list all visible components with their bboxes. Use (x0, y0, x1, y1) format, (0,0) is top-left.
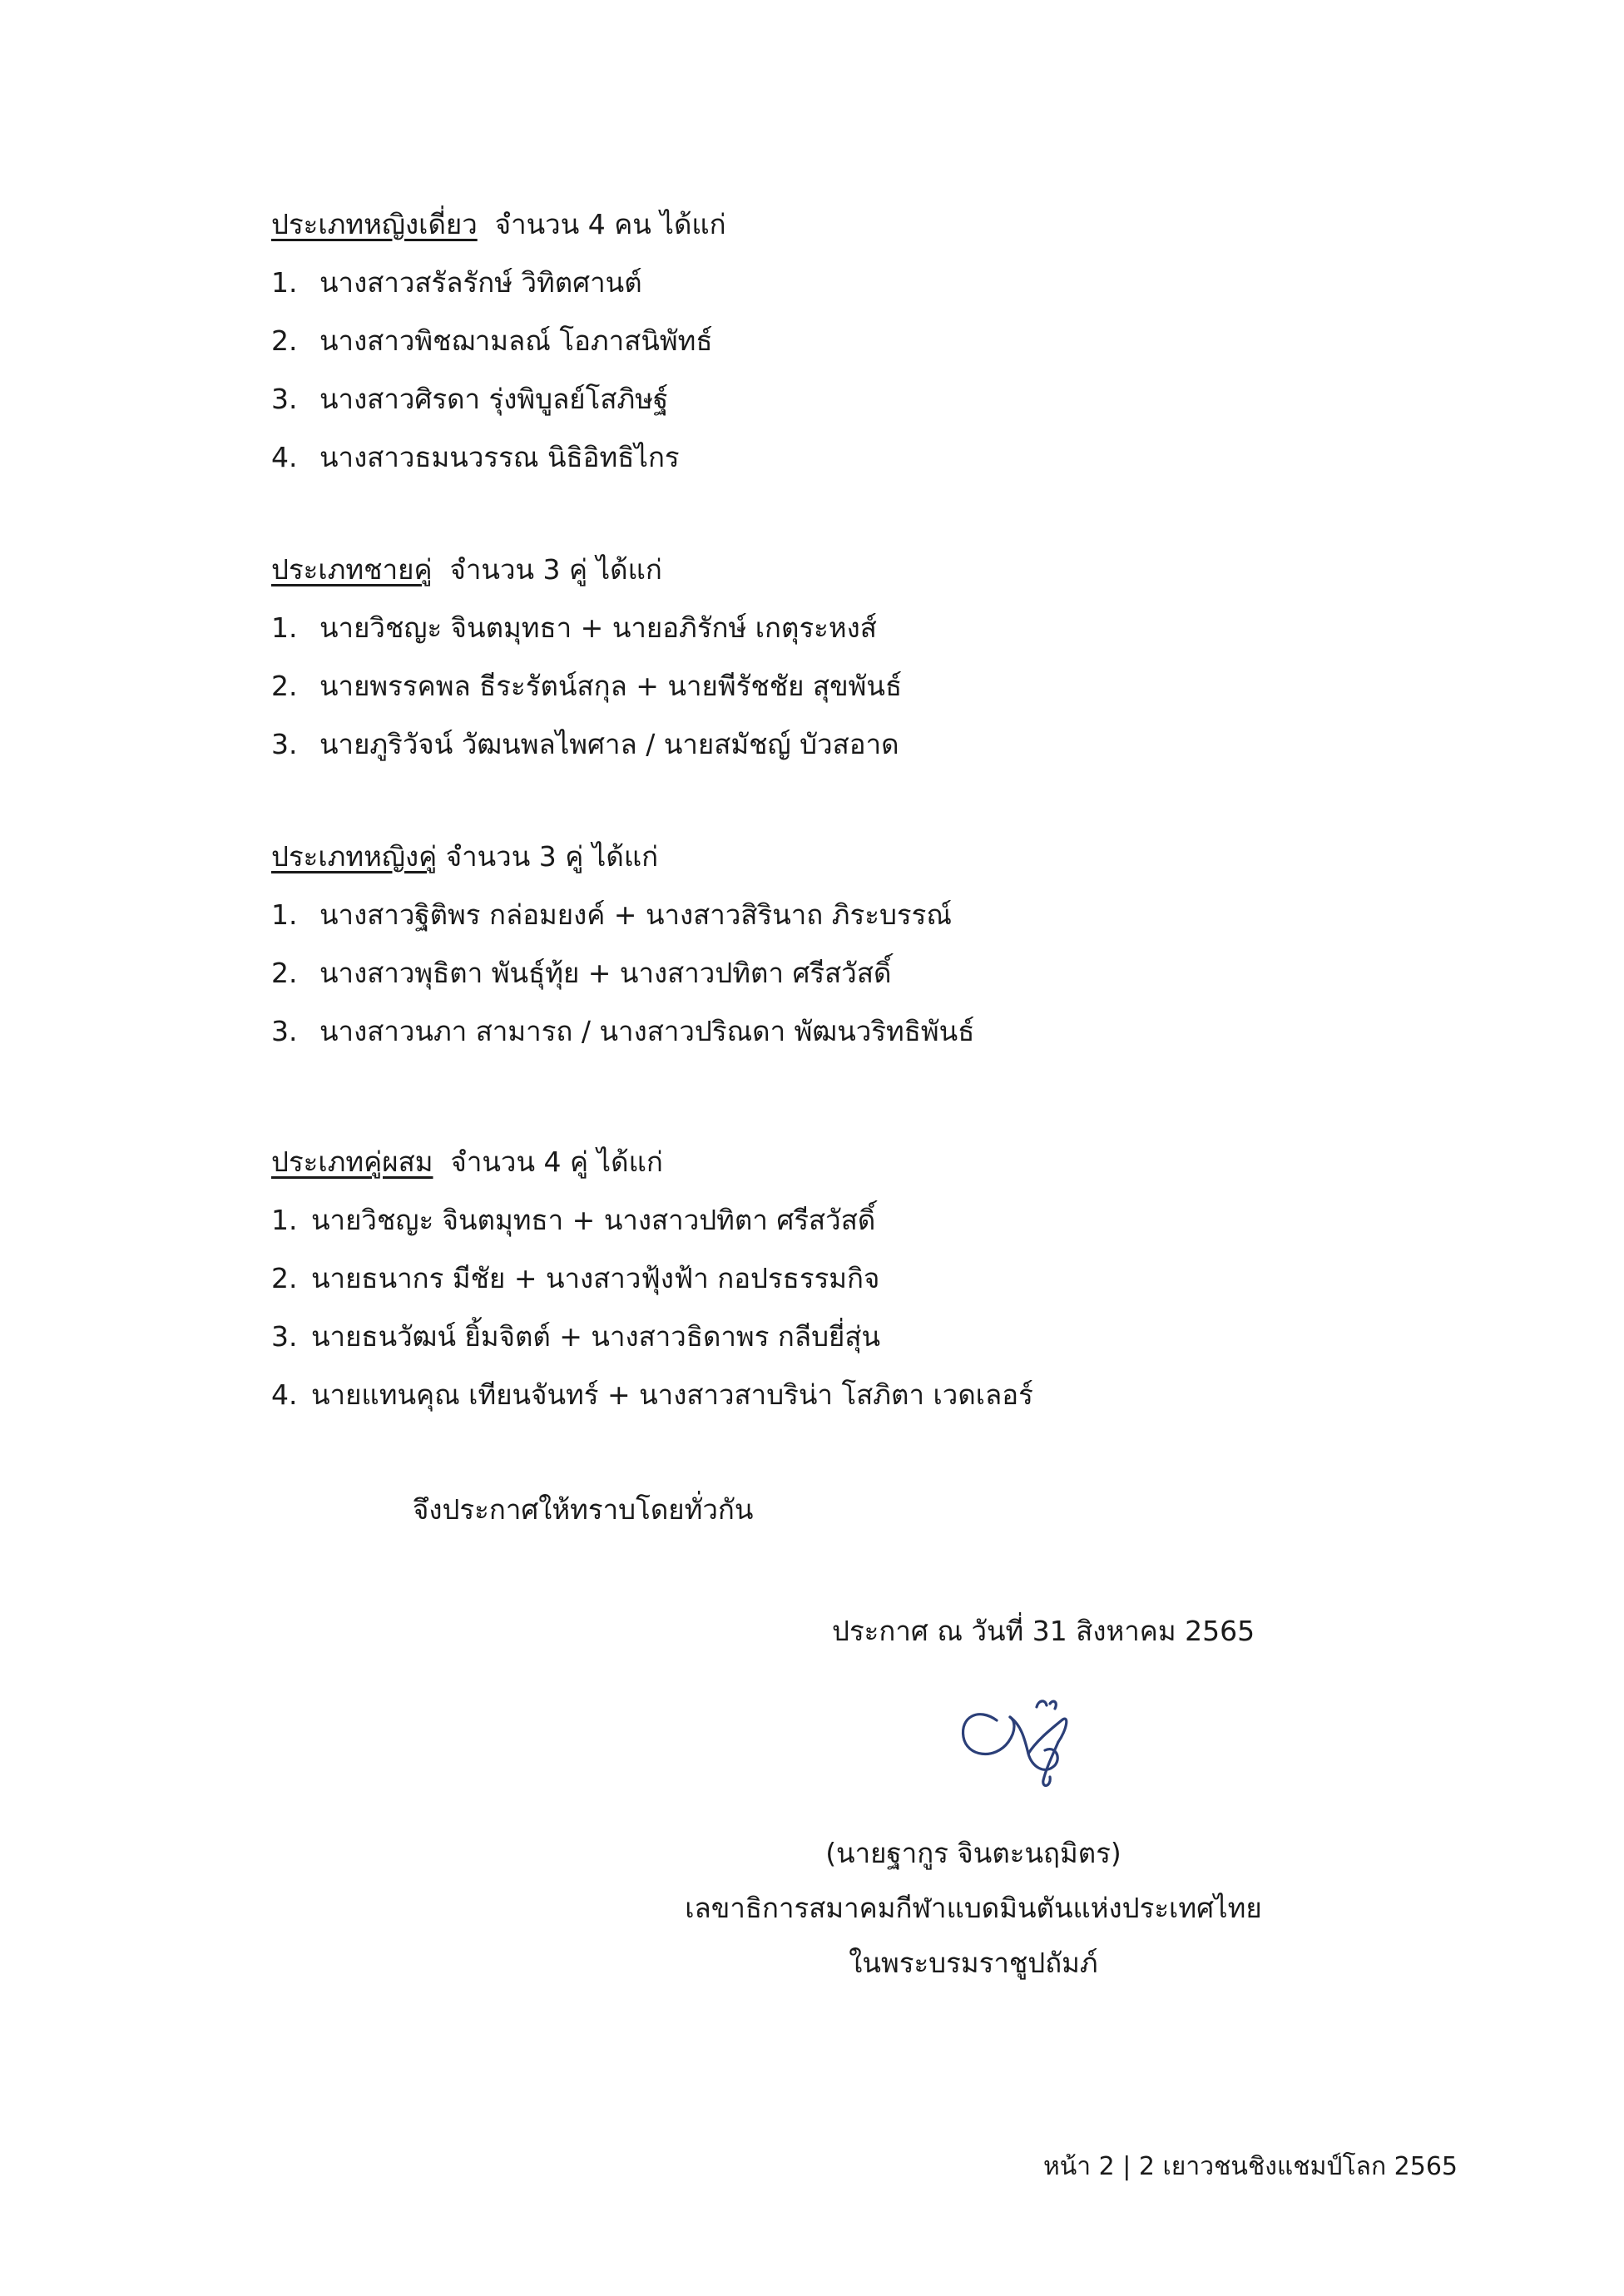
section-count: จำนวน 4 คู่ ได้แก่ (450, 1146, 663, 1178)
womens-singles-section (271, 195, 1436, 487)
list-number: 1. (271, 898, 298, 931)
player-pair: นายวิชญะ จินตมุทธา + นางสาวปทิตา ศรีสวัสดิ์ (311, 1204, 876, 1236)
signature-image (945, 1674, 1112, 1790)
list-number: 2. (271, 670, 298, 702)
section-count: จำนวน 3 คู่ ได้แก่ (445, 840, 659, 873)
list-item (271, 312, 1436, 370)
section-heading (271, 541, 1436, 599)
list-number: 1. (271, 266, 298, 299)
list-number: 4. (271, 1378, 298, 1411)
list-number: 3. (271, 1320, 298, 1353)
player-pair: นายแทนคุณ เทียนจันทร์ + นางสาวสาบริน่า โสภิตา เวดเลอร์ (311, 1378, 1033, 1411)
mixed-doubles-section (271, 1133, 1436, 1424)
player-name: นางสาวธมนวรรณ นิธิอิทธิไกร (319, 441, 680, 473)
list-number: 3. (271, 383, 298, 415)
section-heading-label: ประเภทคู่ผสม (271, 1146, 433, 1178)
closing-statement: จึงประกาศให้ทราบโดยทั่วกัน (413, 1493, 754, 1526)
list-item (271, 428, 1436, 487)
list-item (271, 715, 1436, 774)
section-heading-label: ประเภทชายคู่ (271, 553, 433, 586)
section-heading-label: ประเภทหญิงเดี่ยว (271, 208, 478, 240)
list-number: 2. (271, 324, 298, 357)
player-name: นางสาวพิชฌามลณ์ โอภาสนิพัทธ์ (319, 324, 713, 357)
player-name: นางสาวสรัลรักษ์ วิทิตศานต์ (319, 266, 642, 299)
list-item (271, 370, 1436, 428)
announcement-date: ประกาศ ณ วันที่ 31 สิงหาคม 2565 (832, 1615, 1255, 1647)
player-pair: นางสาวฐิติพร กล่อมยงค์ + นางสาวสิรินาถ ภิระบรรณ์ (319, 898, 952, 931)
section-heading-label: ประเภทหญิงคู่ (271, 840, 438, 873)
player-pair: นายวิชญะ จินตมุทธา + นายอภิรักษ์ เกตุระหงส์ (319, 611, 877, 644)
player-pair: นายพรรคพล ธีระรัตน์สกุล + นายพีรัชชัย สุขพันธ์ (319, 670, 903, 702)
list-item (271, 599, 1436, 657)
list-item (271, 1308, 1436, 1366)
section-heading (271, 195, 1436, 254)
list-number: 1. (271, 1204, 298, 1236)
player-pair: นายธนวัฒน์ ยิ้มจิตต์ + นางสาวธิดาพร กลีบยี่สุ่น (311, 1320, 881, 1353)
player-pair: นายภูริวัจน์ วัฒนพลไพศาล / นายสมัชญ์ บัวสอาด (319, 728, 899, 760)
list-number: 3. (271, 1015, 298, 1047)
page-footer: หน้า 2 | 2 เยาวชนชิงแชมป์โลก 2565 (1042, 2152, 1458, 2181)
list-number: 1. (271, 611, 298, 644)
signer-title: เลขาธิการสมาคมกีฬาแบดมินตันแห่งประเทศไทย (685, 1892, 1262, 1924)
player-pair: นางสาวนภา สามารถ / นางสาวปริณดา พัฒนวริทธิพันธ์ (319, 1015, 975, 1047)
section-count: จำนวน 3 คู่ ได้แก่ (449, 553, 662, 586)
womens-doubles-section (271, 828, 1436, 1061)
list-item (271, 657, 1436, 715)
list-number: 3. (271, 728, 298, 760)
player-pair: นายธนากร มีชัย + นางสาวฟุ้งฟ้า กอปรธรรมกิจ (311, 1262, 880, 1294)
section-count: จำนวน 4 คน ได้แก่ (494, 208, 726, 240)
player-pair: นางสาวพุธิตา พันธุ์ทุ้ย + นางสาวปทิตา ศรีสวัสดิ์ (319, 957, 892, 989)
list-item (271, 1002, 1436, 1061)
player-name: นางสาวศิรดา รุ่งพิบูลย์โสภิษฐ์ (319, 383, 669, 415)
signer-name: (นายฐากูร จินตะนฤมิตร) (825, 1837, 1121, 1869)
list-item (271, 944, 1436, 1002)
list-number: 2. (271, 957, 298, 989)
list-number: 2. (271, 1262, 298, 1294)
mens-doubles-section (271, 541, 1436, 774)
list-number: 4. (271, 441, 298, 473)
list-item (271, 1249, 1436, 1308)
section-heading (271, 828, 1436, 886)
section-heading (271, 1133, 1436, 1191)
list-item (271, 1366, 1436, 1424)
signer-patronage: ในพระบรมราชูปถัมภ์ (849, 1947, 1098, 1979)
list-item (271, 886, 1436, 944)
list-item (271, 1191, 1436, 1249)
list-item (271, 254, 1436, 312)
